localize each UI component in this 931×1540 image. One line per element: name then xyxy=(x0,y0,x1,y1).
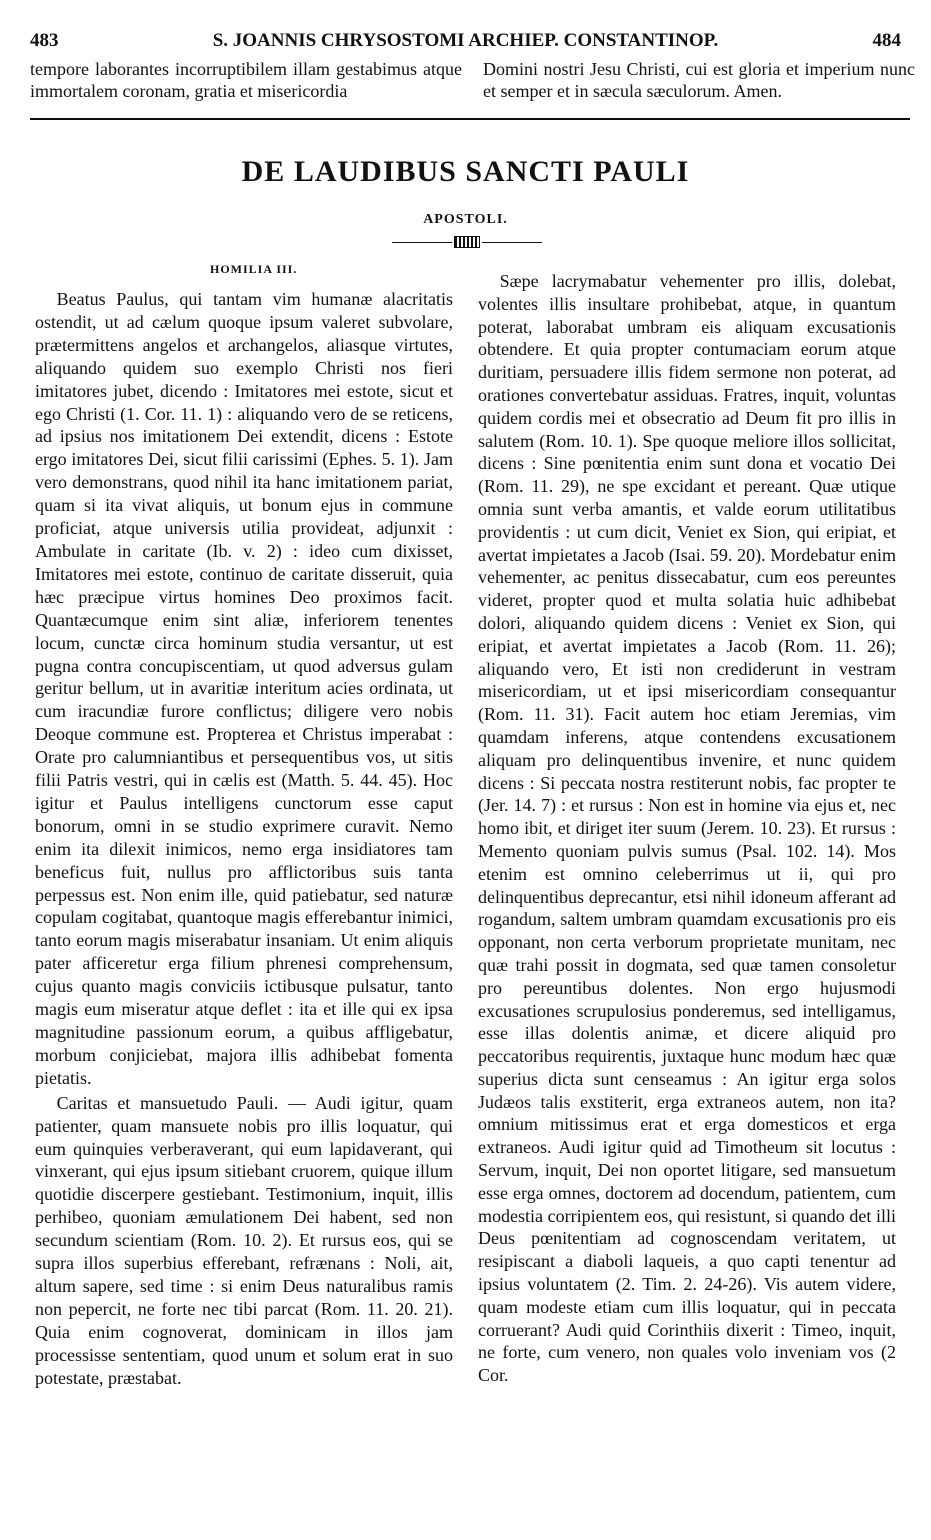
paragraph: Sæpe lacrymabatur vehementer pro illis, dolebat, volentes illis insultare prohibebat, atque, in quantum poterat, laborabat umbram eis aliquam excusationis obtendere. Et quia propter contumaciam eorum atque duritiam, persuadere illis fidem sermone non poterat, ad orationes convertebatur assiduas. Fratres, inquit, voluntas quidem cordis mei et obsecratio ad Deum fit pro illis in salutem (Rom. 10. 1). Spe quoque meliore illos sollicitat, dicens : Sine pœnitentia enim sunt dona et vocatio Dei (Rom. 11. 29), ne spe excidant et pereant. Quæ utique omnia sunt verba amantis, et valde eorum utilitatibus providentis : ut cum dicit, Veniet ex Sion, qui eripiat, et avertat impietates a Jacob (Isai. 59. 20). Mordebatur enim vehementer, ac penitus dissecabatur, cum eos pereuntes videret, propter quod et multa solatia huic adhibebat dolori, aliquando quidem dicens : Veniet ex Sion, qui eripiat, et avertat impietates a Jacob (Rom. 11. 26); aliquando vero, Et isti non crediderunt in vestram misericordiam, ut et ipsi misericordiam consequantur (Rom. 11. 31). Facit autem hoc etiam Jeremias, vim quamdam inferens, atque contendens excusationem aliquam pro delinquentibus invenire, et nunc quidem dicens : Si peccata nostra restiterunt nobis, fac propter te (Jer. 14. 7) : et rursus : Non est in homine via ejus et, nec homo ibit, et diriget iter suum (Jerem. 10. 23). Et rursus : Memento quoniam pulvis sumus (Psal. 102. 14). Mos etenim est omnino celeberrimus ut ii, qui pro delinquentibus deprecantur, etsi nihil idoneum afferant ad rogandum, saltem umbram quamdam excusationis pro eis opponant, non certa verborum proprietate munitam, nec quæ trahi possit in dogmata, sed quæ tamen consoletur pro pereuntibus dolentes. Non ergo hujusmodi excusationes scrupulosius ponderemus, sed intelligamus, esse illas dolentis animæ, et dicere aliquid pro peccatoribus requirentis, juxtaque hunc modum hæc quæ superius dicta sunt censeamus : An igitur erga solos Judæos talis exstiterit, erga extraneos autem, non ita? omnium mitissimus erat et erga domesticos et erga extraneos. Audi igitur quid ad Timotheum sit locutus : Servum, inquit, Dei non oportet litigare, sed mansuetum esse erga omnes, doctorem ad docendum, patientem, cum modestia corripientem eos, qui resistunt, si quando det illi Deus pœnitentiam ad cognoscendam veritatem, ut resipiscant a diaboli laqueis, a quo capti tenentur ad ipsius voluntatem (2. Tim. 2. 24-26). Vis autem videre, quam modeste etiam cum illis loquatur, qui in peccata corruerant? Audi quid Corinthiis dixerit : Timeo, inquit, ne forte, cum venero, non quales volo inveniam vos (2 Cor. xyxy=(478,271,896,1386)
homily-number: HOMILIA III. xyxy=(210,262,298,276)
homily-subtitle: APOSTOLI. xyxy=(423,212,508,227)
preceding-text-right: Domini nostri Jesu Christi, cui est gloria et imperium nunc et semper et in sæcula sæculorum. Amen. xyxy=(483,59,915,101)
page-number-left: 483 xyxy=(30,30,59,51)
section-rule xyxy=(30,118,910,120)
preceding-text xyxy=(30,58,915,118)
text-column-left xyxy=(35,288,453,1390)
running-title: S. JOANNIS CHRYSOSTOMI ARCHIEP. CONSTANTINOP. xyxy=(212,30,719,51)
running-header xyxy=(30,30,901,58)
ornament-divider xyxy=(392,234,542,250)
preceding-text-left: tempore laborantes incorruptibilem illam gestabimus atque immortalem coronam, gratia et misericordia xyxy=(30,59,462,101)
paragraph: Caritas et mansuetudo Pauli. — Audi igitur, quam patienter, quam mansuete nobis pro illis loquatur, qui eum quinquies verberaverant, qui eum lapidaverant, qui vinxerant, qui ejus ipsum sitiebant cruorem, quique illum quotidie discerpere gestiebant. Testimonium, inquit, illis perhibeo, quoniam æmulationem Dei habent, sed non secundum scientiam (Rom. 10. 2). Et rursus eos, qui se supra illos superbius efferebant, refrænans : Noli, ait, altum sapere, sed time : si enim Deus naturalibus ramis non pepercit, ne forte nec tibi parcat (Rom. 11. 20. 21). Quia enim cognoverat, dominicam in illos jam processisse sententiam, quod unum et solum erat in suo potestate, præstabat. xyxy=(35,1092,453,1388)
paragraph: Beatus Paulus, qui tantam vim humanæ alacritatis ostendit, ut ad cælum quoque ipsum valeret subvolare, prætermittens angelos et archangelos, aliasque virtutes, aliquando quidem suo exemplo Christi nos fieri imitatores jubet, dicendo : Imitatores mei estote, sicut et ego Christi (1. Cor. 11. 1) : aliquando vero de se reticens, ad ipsius nos imitationem Dei extendit, dicens : Estote ergo imitatores Dei, sicut filii carissimi (Ephes. 5. 1). Jam vero demonstrans, quod nihil ita hanc imitationem pariat, quam si ita vivat aliquis, ut bonum ejus in commune proficiat, atque universis utilia provideat, adjunxit : Ambulate in caritate (Ib. v. 2) : ideo cum dixisset, Imitatores mei estote, continuo de caritate disseruit, quia hæc præcipue virtus homines Deo proximos facit. Quantæcumque enim sint aliæ, inferiorem tenentes locum, cunctæ circa hominum studia versantur, ut est pugna contra concupiscentiam, ut quod adversus gulam geritur bellum, ut in avaritiæ interitum acies ordinata, ut cum iracundiæ furore conflictus; diligere vero nobis Deoque commune est. Propterea et Christus imperabat : Orate pro calumniantibus et persequentibus vos, ut sitis filii Patris vestri, qui in cælis est (Matth. 5. 44. 45). Hoc igitur et Paulus intelligens cunctorum esse caput bonorum, omni in se studio exprimere curavit. Nemo enim ita dilexit inimicos, nemo erga insidiatores tam beneficus fuit, nullus pro afflictoribus suis tanta perpessus est. Non enim ille, quid patiebatur, sed naturæ copulam cogitabat, quantoque magis efferebantur inimici, tanto eorum magis miserabatur insaniam. Ut enim aliquis pater afficeretur erga filium phrenesi comprehensum, cujus quanto magis conviciis ictibusque pulsatur, tanto magis eum miseratur atque deflet : ita et ille qui ex ipsa magnitudine passionum eorum, a quibus affligebatur, morbum conjiciebat, majora illis adhibebat fomenta pietatis. xyxy=(35,289,453,1088)
page-number-right: 484 xyxy=(872,30,901,51)
homily-title: DE LAUDIBUS SANCTI PAULI xyxy=(241,155,690,188)
text-column-right xyxy=(478,270,896,1387)
